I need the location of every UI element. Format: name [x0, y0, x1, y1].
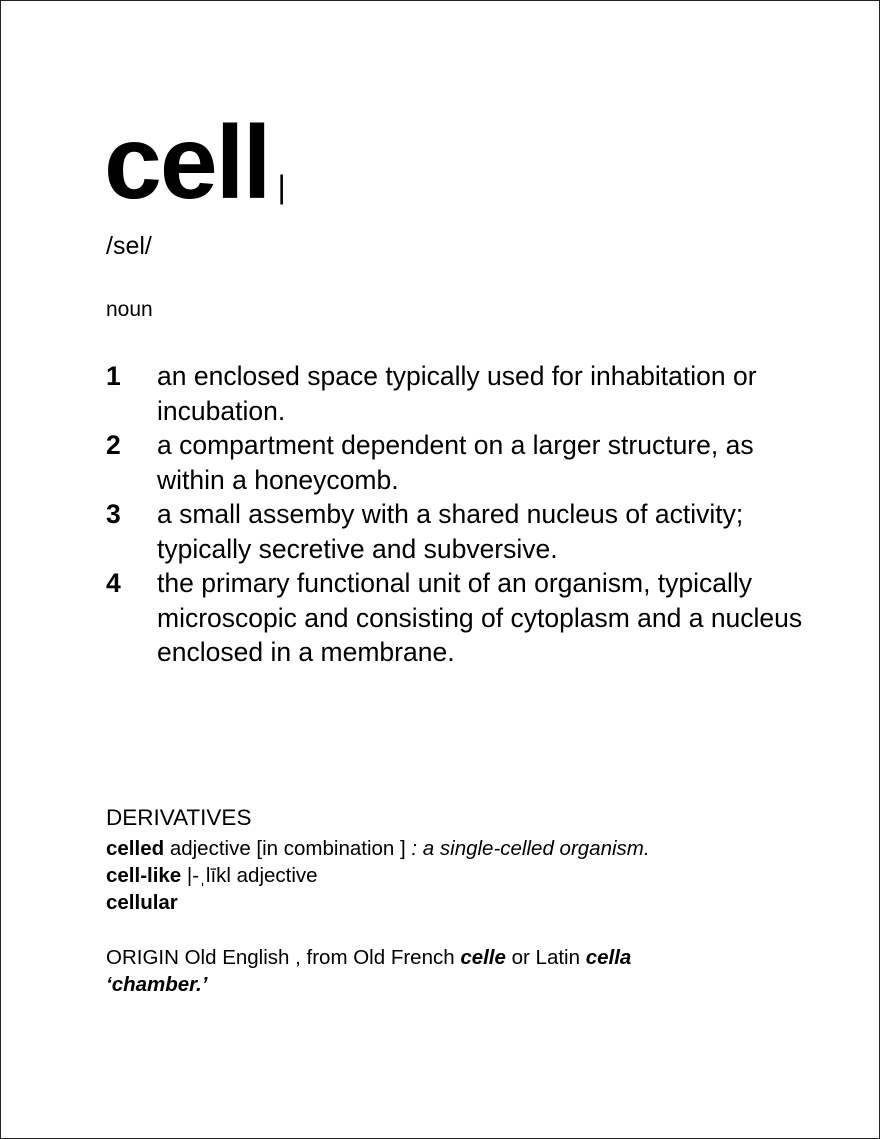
derivative-pos: adjective	[230, 864, 318, 887]
sense-text: the primary functional unit of an organism, typically microscopic and consisting of cytoplasm and a nucleus enclosed in a membrane.	[157, 568, 803, 667]
sense-item	[106, 359, 806, 428]
origin-text: Old English , from Old French	[178, 946, 461, 969]
derivative-example: : a single-celled organism.	[411, 837, 650, 860]
derivative-cell-like	[106, 862, 650, 889]
derivative-celled	[106, 835, 650, 862]
derivative-cellular	[106, 889, 650, 916]
sense-number: 1	[106, 361, 121, 391]
headword-mark: |	[277, 169, 286, 205]
origin-text: or Latin	[505, 946, 586, 969]
derivative-pronunciation: |-ˌlīkl	[181, 864, 231, 887]
part-of-speech: noun	[106, 298, 153, 321]
derivative-pos: adjective [in combination ]	[164, 837, 412, 860]
origin-paragraph	[106, 944, 746, 998]
origin-word-latin: cella	[585, 946, 632, 969]
derivative-word: celled	[106, 837, 165, 860]
sense-item	[106, 428, 806, 497]
sense-item	[106, 566, 806, 670]
sense-item	[106, 497, 806, 566]
sense-number: 4	[106, 568, 121, 598]
sense-text: a small assemby with a shared nucleus of activity; typically secretive and subversive.	[157, 499, 744, 564]
headword-line	[104, 105, 286, 221]
sense-number: 2	[106, 430, 121, 460]
sense-text: an enclosed space typically used for inhabitation or incubation.	[157, 361, 757, 426]
derivatives-list	[106, 835, 650, 916]
headword: cell	[104, 105, 270, 221]
sense-text: a compartment dependent on a larger structure, as within a honeycomb.	[157, 430, 754, 495]
origin-gloss: ‘chamber.’	[106, 973, 208, 996]
derivative-word: cellular	[106, 891, 178, 914]
sense-number: 3	[106, 499, 121, 529]
derivatives-heading: DERIVATIVES	[106, 805, 252, 830]
origin-label: ORIGIN	[106, 946, 179, 969]
pronunciation: /sel/	[106, 232, 152, 260]
origin-word-french: celle	[460, 946, 506, 969]
sense-list	[106, 359, 806, 670]
derivative-word: cell-like	[106, 864, 182, 887]
